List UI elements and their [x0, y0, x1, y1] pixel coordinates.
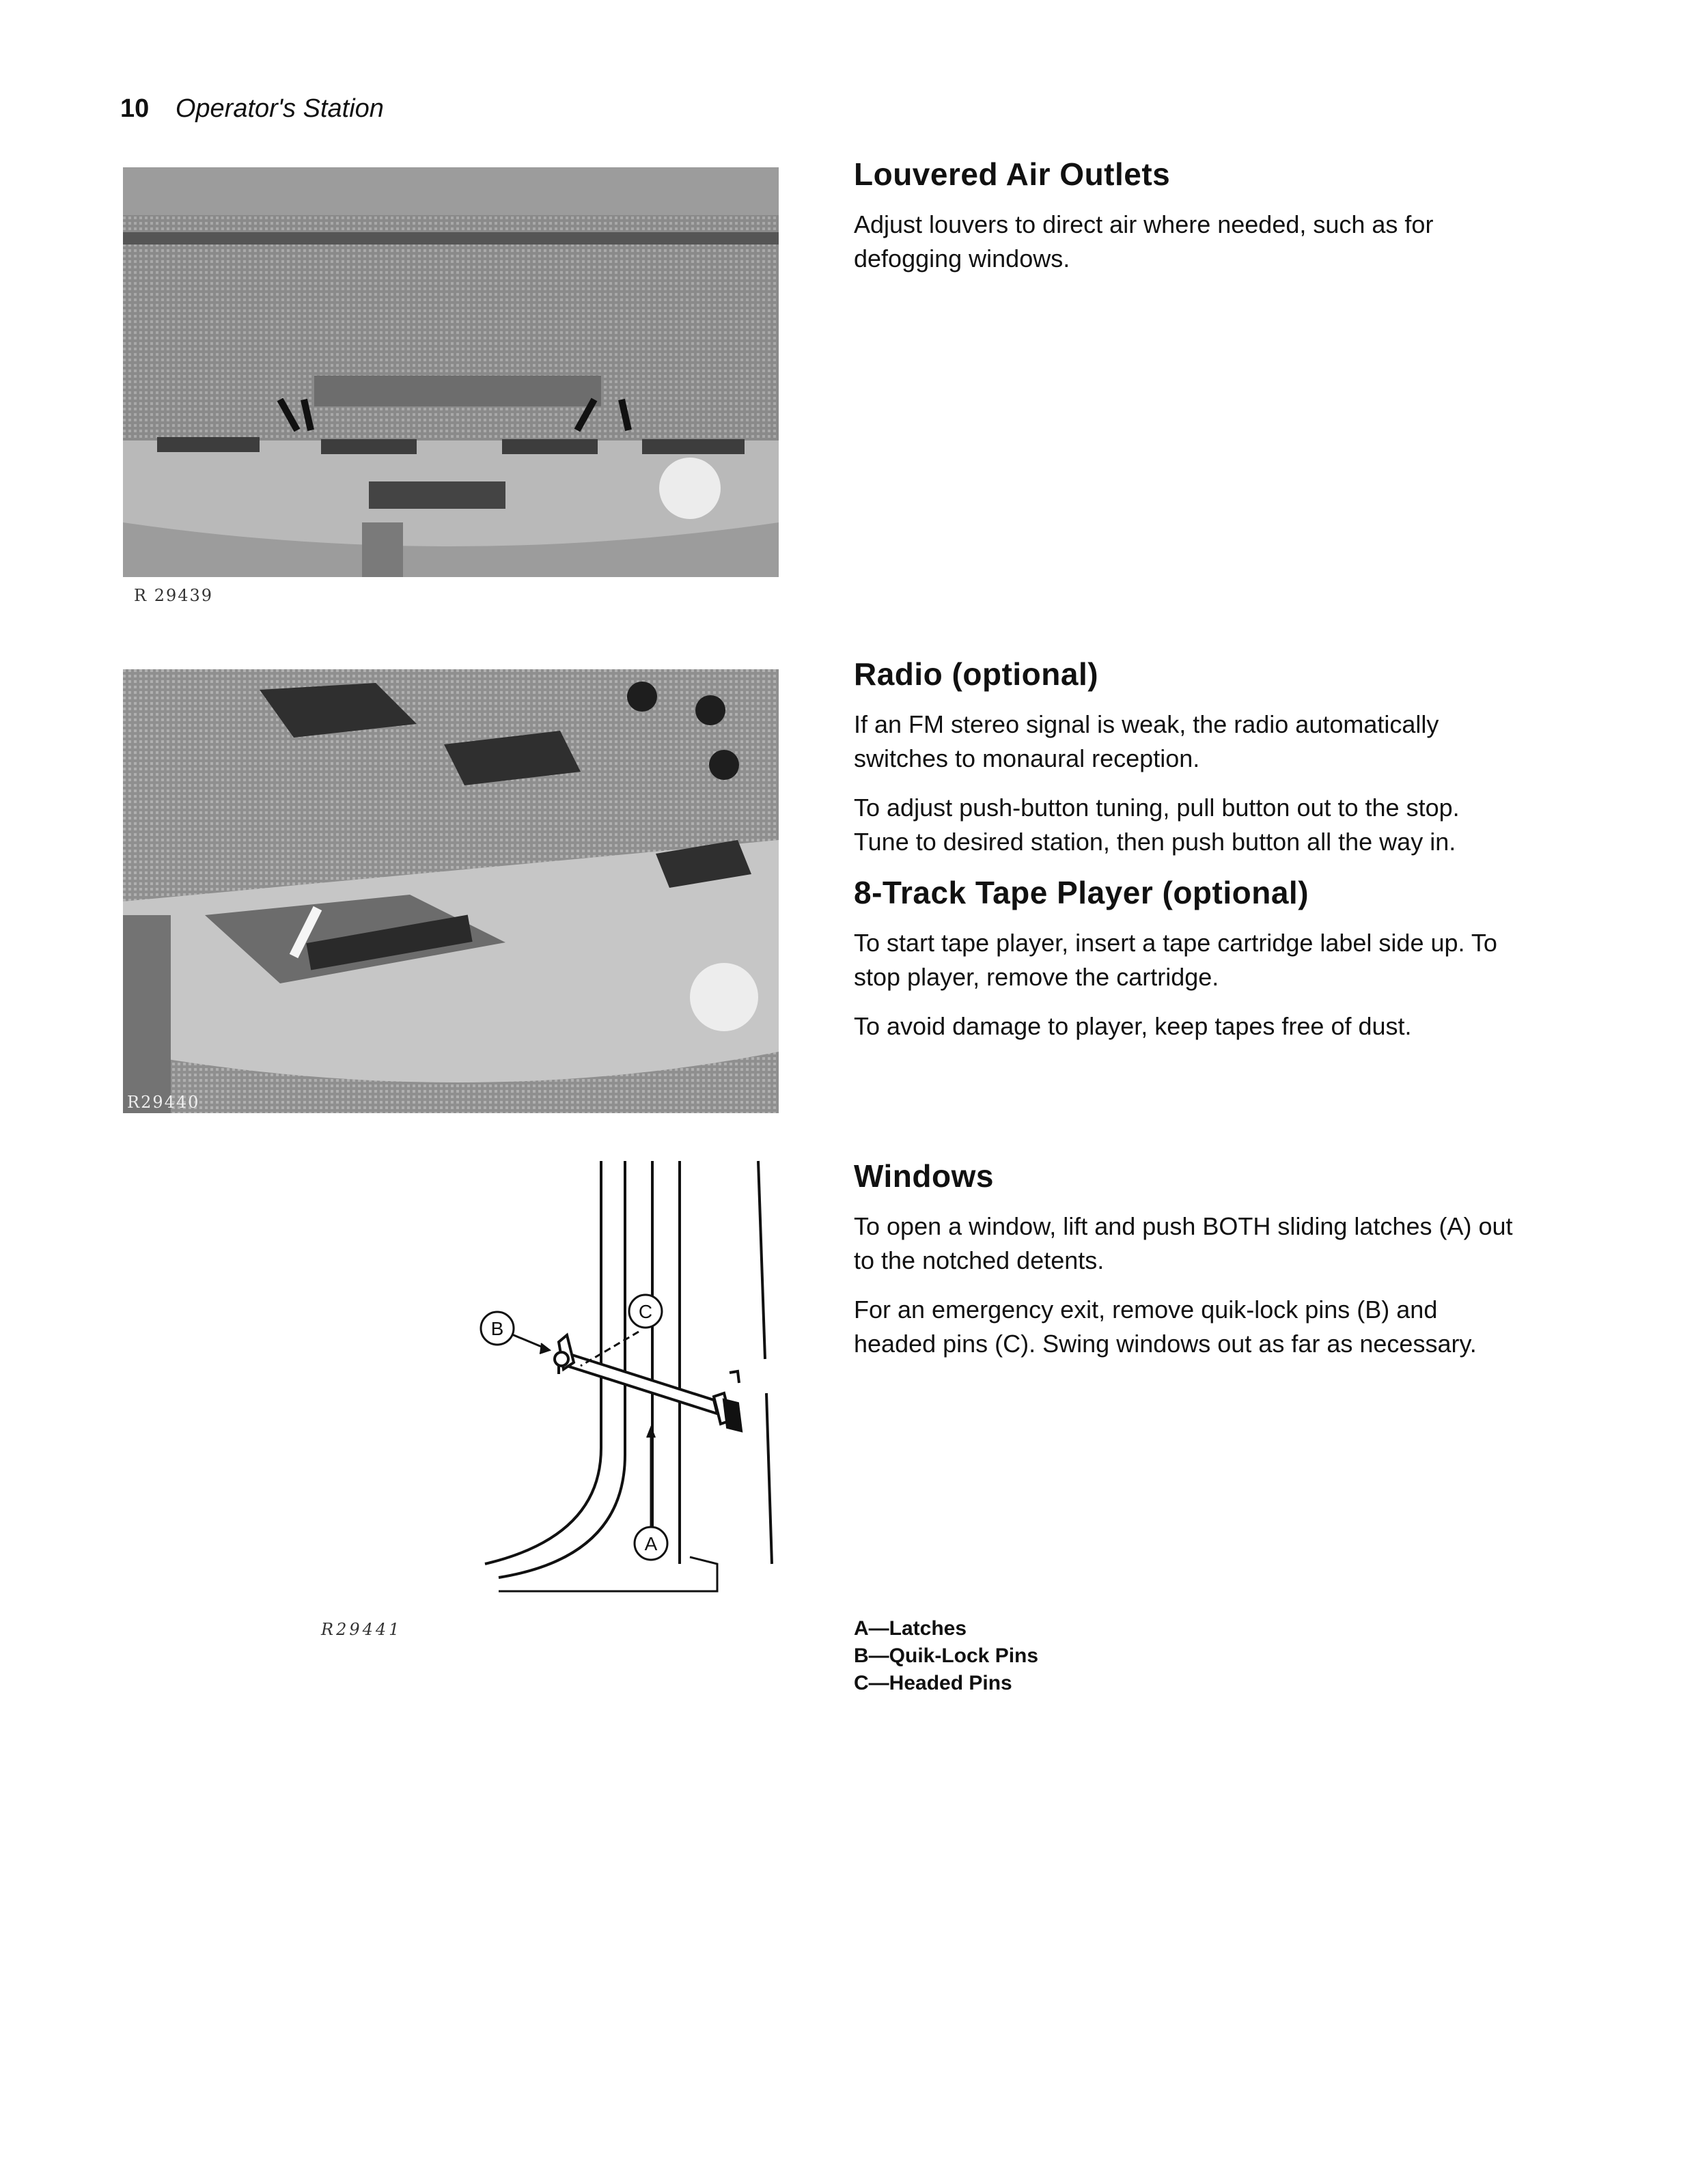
- section-windows: [854, 1158, 1516, 1376]
- callout-b: B: [490, 1318, 504, 1339]
- tape-paragraph-1: To start tape player, insert a tape cartridge label side up. To stop player, remove the cartridge.: [854, 929, 1497, 991]
- legend-item-c: C—Headed Pins: [854, 1672, 1012, 1694]
- photo-louvered-air-outlets: [123, 167, 779, 611]
- tape-title: 8-Track Tape Player (optional): [854, 875, 1309, 910]
- section-title: Operator's Station: [175, 94, 384, 123]
- windows-title: Windows: [854, 1158, 994, 1194]
- louvered-title: Louvered Air Outlets: [854, 156, 1171, 192]
- section-radio: [854, 656, 1516, 1059]
- page-header: [120, 94, 384, 124]
- figure-id-2: R29440: [127, 1093, 200, 1112]
- figure-id-1: R 29439: [134, 586, 214, 605]
- legend-item-b: B—Quik-Lock Pins: [854, 1644, 1039, 1667]
- radio-paragraph-1: If an FM stereo signal is weak, the radio automatically switches to monaural reception.: [854, 710, 1439, 772]
- figure-id-3: R29441: [321, 1620, 402, 1639]
- callout-a: A: [644, 1533, 658, 1554]
- tape-paragraph-2: To avoid damage to player, keep tapes free of dust.: [854, 1012, 1412, 1040]
- louvered-paragraph-1: Adjust louvers to direct air where needed, such as for defogging windows.: [854, 210, 1434, 272]
- section-louvered-air-outlets: [854, 156, 1516, 291]
- radio-paragraph-2: To adjust push-button tuning, pull button out to the stop. Tune to desired station, then push button all the way in.: [854, 794, 1460, 856]
- page-number: 10: [120, 94, 150, 123]
- windows-paragraph-1: To open a window, lift and push BOTH sliding latches (A) out to the notched detents.: [854, 1212, 1513, 1274]
- radio-title: Radio (optional): [854, 656, 1099, 692]
- photo-radio-tape-player: [123, 669, 779, 1113]
- legend-item-a: A—Latches: [854, 1617, 967, 1640]
- figure-legend: [854, 1615, 1038, 1697]
- windows-paragraph-2: For an emergency exit, remove quik-lock pins (B) and headed pins (C). Swing windows out as far as necessary.: [854, 1296, 1477, 1358]
- callout-c: C: [638, 1301, 653, 1322]
- diagram-window-latch: [444, 1154, 799, 1619]
